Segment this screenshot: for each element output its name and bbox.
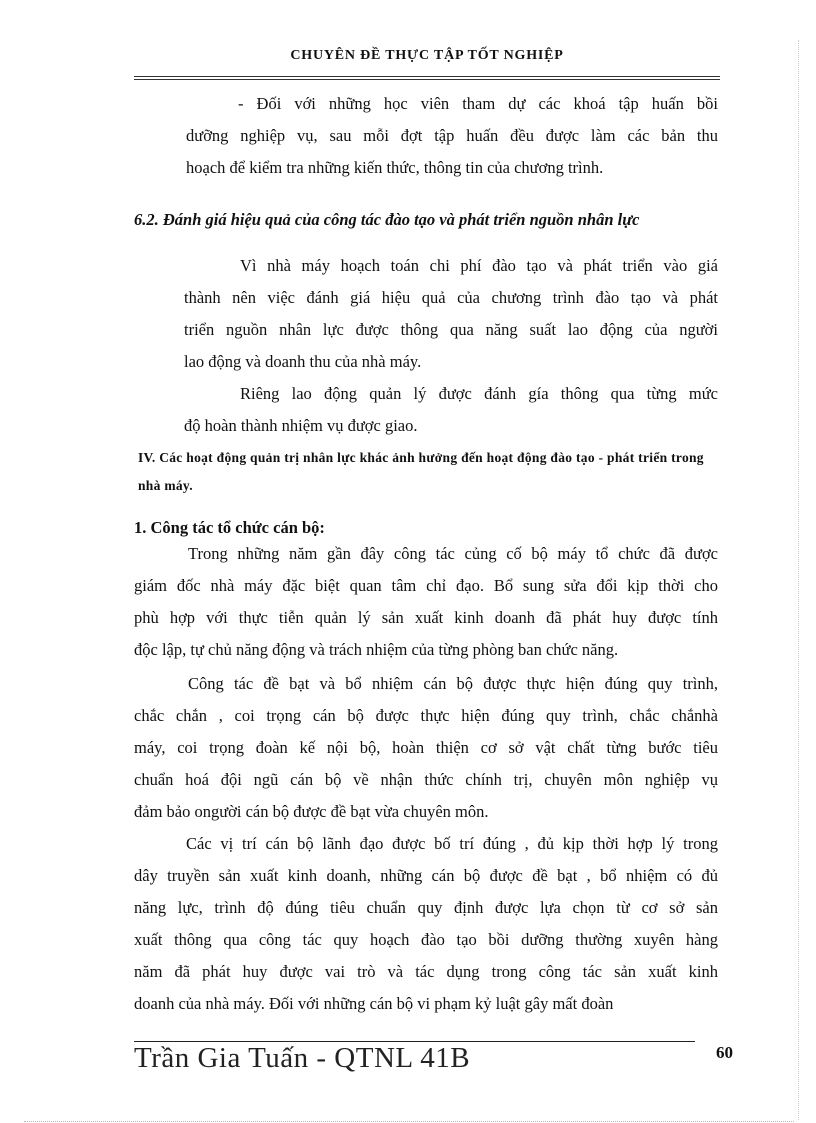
header-rule bbox=[134, 76, 720, 80]
section-heading-6-2: 6.2. Đánh giá hiệu quả của công tác đào tạo và phát triển nguồn nhân lực bbox=[134, 210, 640, 229]
text-line: độ hoàn thành nhiệm vụ được giao. bbox=[184, 416, 418, 435]
section-heading-iv: IV. Các hoạt động quản trị nhân lực khác ảnh hưởng đến hoạt động đào tạo - phát triển trong nhà máy. bbox=[138, 450, 704, 493]
paragraph-organization bbox=[134, 538, 718, 666]
text-line: dưỡng nghiệp vụ, sau mỗi đợt tập huấn đều được làm các bản thu bbox=[186, 126, 718, 145]
text-line: chắc chắn , coi trọng cán bộ được thực hiện đúng quy trình, chắc chắnhà bbox=[134, 706, 718, 725]
text-line: Vì nhà máy hoạch toán chi phí đào tạo và phát triển vào giá bbox=[240, 256, 718, 275]
text-line: đảm bảo ongười cán bộ được đề bạt vừa chuyên môn. bbox=[134, 802, 489, 821]
text-line: chuẩn hoá đội ngũ cán bộ về nhận thức chính trị, chuyên môn nghiệp vụ bbox=[134, 770, 718, 789]
footer-author: Trần Gia Tuấn - QTNL 41B bbox=[134, 1042, 471, 1074]
text-line: doanh của nhà máy. Đối với những cán bộ vi phạm kỷ luật gây mất đoàn bbox=[134, 994, 614, 1013]
paragraph-leadership-positions bbox=[134, 828, 718, 1020]
paragraph-training-reports bbox=[186, 88, 718, 184]
text-line: giám đốc nhà máy đặc biệt quan tâm chỉ đạo. Bổ sung sửa đổi kịp thời cho bbox=[134, 576, 718, 595]
page-header: CHUYÊN ĐỀ THỰC TẬP TỐT NGHIỆP bbox=[290, 48, 564, 63]
text-line: thành nên việc đánh giá hiệu quả của chương trình đào tạo và phát bbox=[184, 288, 718, 307]
text-line: Các vị trí cán bộ lãnh đạo được bố trí đúng , đủ kịp thời hợp lý trong bbox=[186, 834, 718, 853]
text-line: xuất thông qua công tác quy hoạch đào tạo bồi dưỡng thường xuyên hàng bbox=[134, 930, 718, 949]
paragraph-promotion bbox=[134, 668, 718, 828]
page-number: 60 bbox=[716, 1043, 733, 1062]
text-line: dây truyền sản xuất kinh doanh, những cán bộ được đề bạt , bổ nhiệm có đủ bbox=[134, 866, 718, 885]
paragraph-management-evaluation bbox=[184, 378, 718, 442]
text-line: năm đã phát huy được vai trò và tác dụng trong công tác sản xuất kinh bbox=[134, 962, 718, 981]
text-line: Trong những năm gần đây công tác củng cố bộ máy tổ chức đã được bbox=[188, 544, 718, 563]
text-line: máy, coi trọng đoàn kế nội bộ, hoàn thiện cơ sở vật chất từng bước tiêu bbox=[134, 738, 718, 757]
paragraph-effectiveness bbox=[184, 250, 718, 378]
text-line: năng lực, trình độ đúng tiêu chuẩn quy định được lựa chọn từ cơ sở sản bbox=[134, 898, 718, 917]
page-border-bottom bbox=[24, 1121, 794, 1122]
page-border-right bbox=[798, 40, 799, 1120]
text-line: độc lập, tự chủ năng động và trách nhiệm của từng phòng ban chức năng. bbox=[134, 640, 619, 659]
text-line: Công tác đề bạt và bổ nhiệm cán bộ được thực hiện đúng quy trình, bbox=[188, 674, 718, 693]
text-line: lao động và doanh thu của nhà máy. bbox=[184, 352, 422, 371]
text-line: - Đối với những học viên tham dự các khoá tập huấn bồi bbox=[238, 94, 718, 113]
section-heading-1: 1. Công tác tổ chức cán bộ: bbox=[134, 518, 325, 537]
text-line: phù hợp với thực tiễn quản lý sản xuất kinh doanh đã phát huy được tính bbox=[134, 608, 718, 627]
text-line: hoạch để kiểm tra những kiến thức, thông tin của chương trình. bbox=[186, 158, 604, 177]
text-line: triển nguồn nhân lực được thông qua năng suất lao động của người bbox=[184, 320, 718, 339]
text-line: Riêng lao động quản lý được đánh gía thông qua từng mức bbox=[240, 384, 718, 403]
